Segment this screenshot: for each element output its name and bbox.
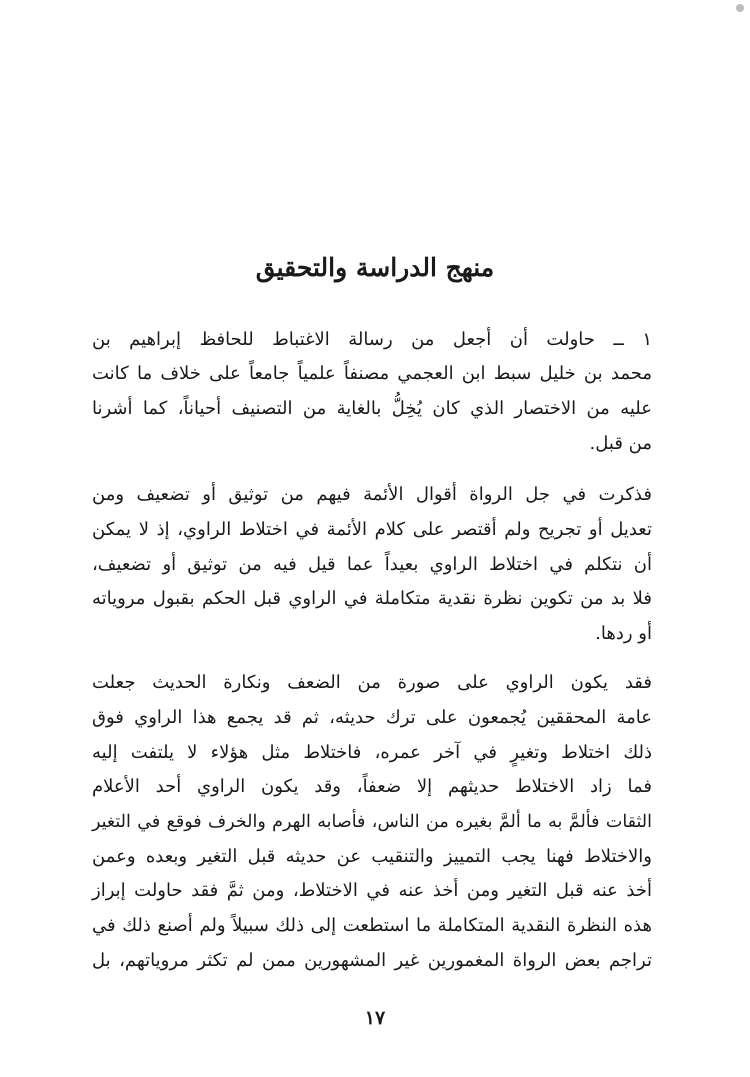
paragraph-3-line-5: الثقات فألمَّ به ما ألمَّ بغيره من الناس، فأصابه الهرم والخرف فوقع في التغير <box>92 812 652 832</box>
page-number: ١٧ <box>364 1007 386 1029</box>
page-corner-mark <box>736 4 744 12</box>
paragraph-3-line-1: فقد يكون الراوي على صورة من الضعف ونكارة الحديث جعلت <box>92 672 652 693</box>
paragraph-3-line-7: أخذ عنه قبل التغير ومن أخذ عنه في الاختلاط، ومن ثمَّ فقد حاولت إبراز <box>92 880 652 901</box>
paragraph-1-line-1: ١ ــ حاولت أن أجعل من رسالة الاغتباط للحافظ إبراهيم بن <box>92 329 652 350</box>
paragraph-1-line-4: من قبل. <box>589 433 652 454</box>
paragraph-3-line-8: هذه النظرة النقدية المتكاملة ما استطعت إلى ذلك سبيلاً ولم أصنع ذلك في <box>92 915 652 936</box>
paragraph-3-line-9: تراجم بعض الرواة المغمورين غير المشهورين ممن لم تكثر مروياتهم، بل <box>92 950 652 971</box>
paragraph-2-line-1: فذكرت في جل الرواة أقوال الأئمة فيهم من توثيق أو تضعيف ومن <box>92 484 652 505</box>
paragraph-1-line-2: محمد بن خليل سبط ابن العجمي مصنفاً علمياً جامعاً على خلاف ما كانت <box>92 363 652 384</box>
chapter-title: منهج الدراسة والتحقيق <box>255 253 495 282</box>
paragraph-2-line-4: فلا بد من تكوين نظرة نقدية متكاملة في الراوي قبل الحكم بقبول مروياته <box>92 588 652 609</box>
paragraph-1-line-3: عليه من الاختصار الذي كان يُخِلُّ بالغاية من التصنيف أحياناً، كما أشرنا <box>92 398 652 419</box>
paragraph-3-line-6: والاختلاط فهنا يجب التمييز والتنقيب عن حديثه قبل التغير وبعده وعمن <box>92 846 652 867</box>
paragraph-3-line-4: فما زاد الاختلاط حديثهم إلا ضعفاً، وقد يكون الراوي أحد الأعلام <box>92 776 652 797</box>
paragraph-2-line-5: أو ردها. <box>595 623 652 644</box>
paragraph-2-line-2: تعديل أو تجريح ولم أقتصر على كلام الأئمة في اختلاط الراوي، إذ لا يمكن <box>92 519 652 540</box>
paragraph-3-line-2: عامة المحققين يُجمعون على ترك حديثه، ثم قد يجمع هذا الراوي فوق <box>92 707 652 728</box>
paragraph-2-line-3: أن نتكلم في اختلاط الراوي بعيداً عما قيل فيه من توثيق أو تضعيف، <box>92 554 652 575</box>
paragraph-3-line-3: ذلك اختلاط وتغيرٍ في آخر عمره، فاختلاط مثل هؤلاء لا يلتفت إليه <box>92 742 653 763</box>
